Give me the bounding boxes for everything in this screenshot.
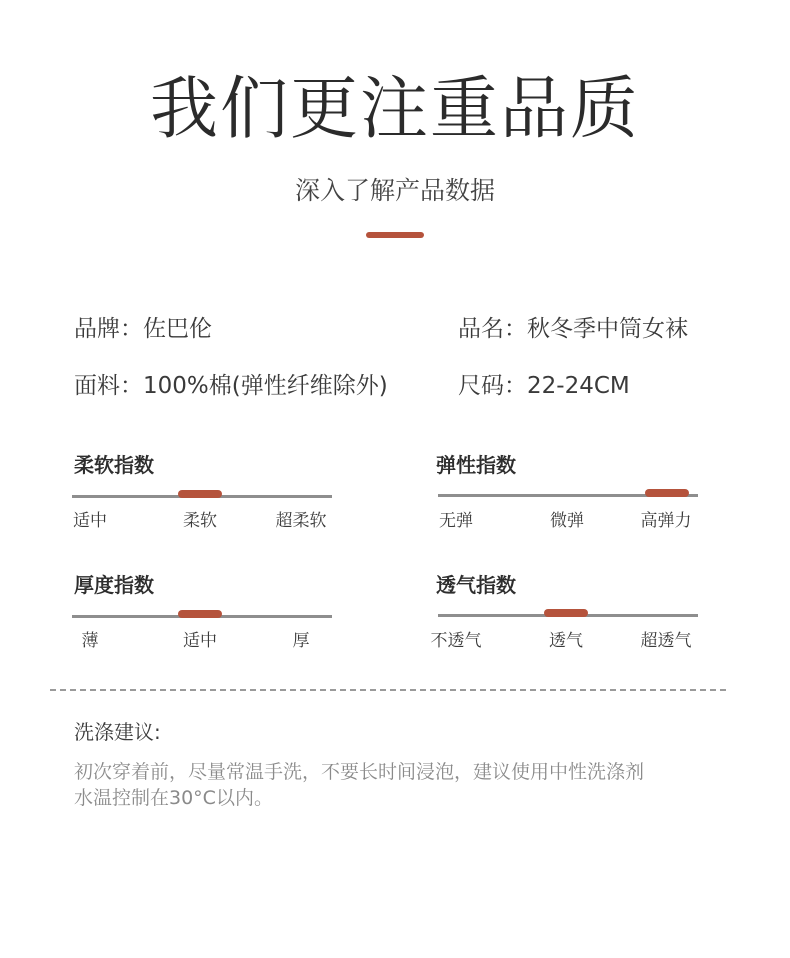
wash-line: 初次穿着前，尽量常温手洗，不要长时间浸泡，建议使用中性洗涤剂 bbox=[74, 761, 645, 783]
index-tick: 柔软 bbox=[183, 511, 217, 531]
index-tick: 不透气 bbox=[430, 631, 482, 651]
page-subtitle: 深入了解产品数据 bbox=[294, 176, 495, 205]
index-tick: 超柔软 bbox=[275, 511, 327, 531]
index-label: 弹性指数 bbox=[436, 453, 516, 477]
spec-brand: 品牌：佐巴伦 bbox=[74, 316, 212, 342]
index-tick: 超透气 bbox=[640, 631, 692, 651]
wash-instructions bbox=[74, 759, 714, 811]
index-label: 厚度指数 bbox=[74, 573, 154, 597]
index-label: 透气指数 bbox=[436, 573, 516, 597]
index-label: 柔软指数 bbox=[74, 453, 154, 477]
index-tick: 微弹 bbox=[550, 511, 584, 531]
index-tick: 无弹 bbox=[439, 511, 473, 531]
index-knob bbox=[178, 610, 222, 618]
title-accent-bar bbox=[366, 232, 424, 238]
spec-product-name: 品名：秋冬季中筒女袜 bbox=[458, 316, 688, 342]
index-knob bbox=[178, 490, 222, 498]
index-knob bbox=[544, 609, 588, 617]
index-tick: 适中 bbox=[183, 631, 217, 651]
index-tick: 适中 bbox=[73, 511, 107, 531]
wash-title: 洗涤建议: bbox=[74, 720, 161, 744]
wash-line: 水温控制在30°C以内。 bbox=[74, 787, 273, 809]
index-tick: 薄 bbox=[81, 631, 99, 651]
index-tick: 厚 bbox=[292, 631, 310, 651]
spec-fabric: 面料：100%棉(弹性纤维除外) bbox=[74, 373, 388, 399]
spec-size: 尺码：22-24CM bbox=[458, 373, 630, 399]
index-tick: 透气 bbox=[549, 631, 583, 651]
section-divider bbox=[50, 689, 726, 691]
page-title: 我们更注重品质 bbox=[149, 70, 640, 149]
index-tick: 高弹力 bbox=[640, 511, 692, 531]
index-knob bbox=[645, 489, 689, 497]
